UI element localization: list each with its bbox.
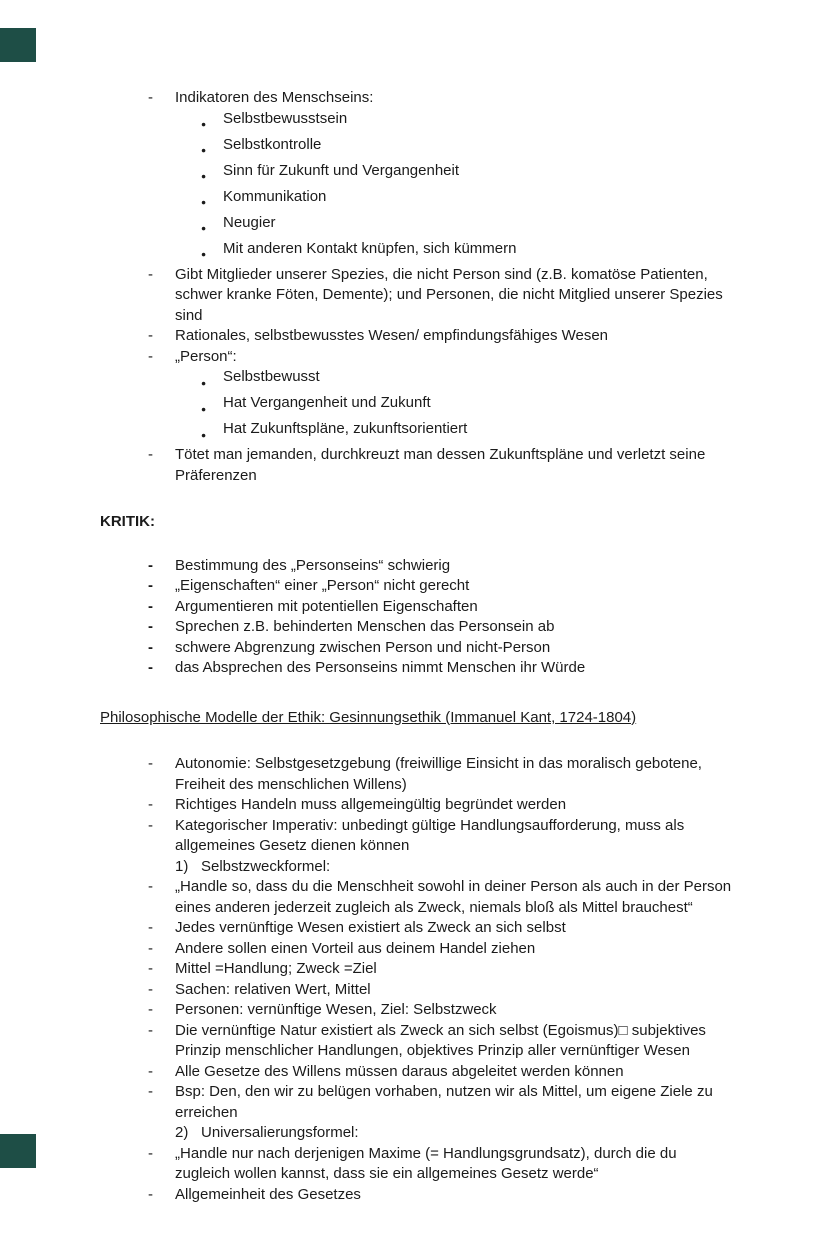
- list-item: [100, 326, 732, 347]
- list-item-text: Sachen: relativen Wert, Mittel: [175, 980, 371, 998]
- list-item: [100, 1000, 732, 1021]
- list-section: [100, 556, 732, 679]
- list-item: [100, 135, 732, 161]
- dash-marker: -: [148, 1001, 153, 1018]
- list-item: [100, 187, 732, 213]
- list-item: [100, 445, 732, 486]
- list-item: [100, 1082, 732, 1123]
- dash-marker: -: [148, 919, 153, 936]
- list-item-text: Kommunikation: [223, 187, 327, 205]
- list-item-text: Mittel =Handlung; Zweck =Ziel: [175, 960, 377, 977]
- list-item-text: Alle Gesetze des Willens müssen daraus abgeleitet werden können: [175, 1062, 624, 1080]
- number-marker: 1): [175, 857, 189, 875]
- list-item-text: schwere Abgrenzung zwischen Person und nicht-Person: [175, 638, 551, 656]
- dash-marker: -: [148, 960, 153, 977]
- dash-marker: -: [148, 659, 153, 676]
- list-item: [100, 1021, 732, 1062]
- dash-marker: -: [148, 556, 153, 574]
- dash-marker: -: [148, 939, 153, 957]
- list-item: [100, 419, 732, 445]
- list-item: [100, 959, 732, 980]
- list-item: [100, 597, 732, 618]
- list-item-text: Allgemeinheit des Gesetzes: [175, 1185, 361, 1203]
- list-item-text: Kategorischer Imperativ: unbedingt gültige Handlungsaufforderung, muss als allgemeines Gesetz dienen können: [175, 816, 685, 854]
- list-item-text: Selbstbewusst: [223, 368, 320, 385]
- list-item: [100, 795, 732, 816]
- list-item-text: Sinn für Zukunft und Vergangenheit: [223, 161, 460, 179]
- number-marker: 2): [175, 1124, 189, 1141]
- dash-marker: -: [148, 755, 153, 772]
- bullet-marker: ●: [201, 171, 207, 181]
- list-item: [100, 393, 732, 419]
- dash-marker: -: [148, 1144, 153, 1162]
- list-item-text: Sprechen z.B. behinderten Menschen das Personsein ab: [175, 618, 555, 635]
- list-item: [100, 617, 732, 638]
- list-item: [100, 980, 732, 1001]
- dash-marker: -: [148, 327, 153, 344]
- list-item: [100, 638, 732, 659]
- list-item-text: Bestimmung des „Personseins“ schwierig: [175, 556, 451, 574]
- dash-marker: -: [148, 638, 153, 656]
- list-item: [100, 1123, 732, 1144]
- dash-marker: -: [148, 1062, 153, 1080]
- list-item: [100, 1185, 732, 1206]
- bullet-marker: ●: [201, 403, 207, 414]
- list-item-text: Indikatoren des Menschseins:: [175, 89, 374, 106]
- list-item-text: Selbstbewusstsein: [223, 109, 348, 127]
- dash-marker: -: [148, 265, 153, 283]
- dash-marker: -: [148, 577, 153, 594]
- list-item: [100, 658, 732, 679]
- list-item-text: „Handle nur nach derjenigen Maxime (= Handlungsgrundsatz), durch die du zugleich wollen kannst, dass sie ein allgemeines Gesetz werde“: [175, 1144, 677, 1182]
- list-section: [100, 88, 732, 486]
- dash-marker: -: [148, 597, 153, 615]
- list-item-text: Hat Vergangenheit und Zukunft: [223, 394, 431, 411]
- section-heading: KRITIK:: [100, 513, 155, 530]
- bullet-marker: ●: [201, 119, 207, 129]
- bullet-marker: ●: [201, 377, 207, 388]
- list-item-text: Selbstkontrolle: [223, 135, 322, 153]
- bullet-marker: ●: [201, 249, 207, 259]
- list-item-text: Argumentieren mit potentiellen Eigenschaften: [175, 597, 478, 615]
- list-item-text: Gibt Mitglieder unserer Spezies, die nicht Person sind (z.B. komatöse Patienten, schwer kranke Föten, Demente); und Personen, die nicht Mitglied unserer Spezies sind: [175, 265, 723, 324]
- list-item: [100, 161, 732, 187]
- dash-marker: -: [148, 878, 153, 895]
- dash-marker: -: [148, 446, 153, 463]
- list-item-text: Mit anderen Kontakt knüpfen, sich kümmern: [223, 239, 517, 257]
- bullet-marker: ●: [201, 223, 207, 233]
- section-heading: Philosophische Modelle der Ethik: Gesinnungsethik (Immanuel Kant, 1724-1804): [100, 708, 637, 726]
- list-item-text: „Eigenschaften“ einer „Person“ nicht gerecht: [175, 577, 470, 594]
- list-item-text: das Absprechen des Personseins nimmt Menschen ihr Würde: [175, 659, 586, 676]
- bullet-marker: ●: [201, 145, 207, 155]
- list-item-text: Die vernünftige Natur existiert als Zweck an sich selbst (Egoismus)□ subjektives Prinzip menschlicher Handlungen, objektives Prinzip aller vernünftiger Wesen: [175, 1021, 706, 1059]
- list-item: [100, 1062, 732, 1083]
- dash-marker: -: [148, 347, 153, 365]
- list-item: [100, 857, 732, 878]
- bullet-marker: ●: [201, 197, 207, 207]
- dash-marker: -: [148, 796, 153, 813]
- list-item: [100, 816, 732, 857]
- list-item: [100, 939, 732, 960]
- list-item-text: Tötet man jemanden, durchkreuzt man dessen Zukunftspläne und verletzt seine Präferenzen: [175, 446, 706, 484]
- list-item-text: Andere sollen einen Vorteil aus deinem Handel ziehen: [175, 939, 536, 957]
- list-item: [100, 918, 732, 939]
- bullet-marker: ●: [201, 429, 207, 440]
- list-item-text: Selbstzweckformel:: [201, 857, 331, 875]
- list-item-text: Jedes vernünftige Wesen existiert als Zweck an sich selbst: [175, 919, 566, 936]
- list-item: [100, 1144, 732, 1185]
- list-item-text: Bsp: Den, den wir zu belügen vorhaben, nutzen wir als Mittel, um eigene Ziele zu erreichen: [175, 1083, 713, 1121]
- list-item: [100, 88, 732, 109]
- dash-marker: -: [148, 816, 153, 834]
- list-item: [100, 265, 732, 327]
- list-item: [100, 877, 732, 918]
- list-item: [100, 109, 732, 135]
- dash-marker: -: [148, 618, 153, 635]
- list-item-text: „Handle so, dass du die Menschheit sowohl in deiner Person als auch in der Person eines anderen jederzeit zugleich als Zweck, niemals bloß als Mittel brauchest“: [175, 878, 732, 916]
- list-section: [100, 754, 732, 1205]
- list-item: [100, 213, 732, 239]
- list-item-text: Hat Zukunftspläne, zukunftsorientiert: [223, 420, 468, 437]
- list-item-text: Neugier: [223, 213, 276, 231]
- dash-marker: -: [148, 1185, 153, 1203]
- list-item: [100, 576, 732, 597]
- dash-marker: -: [148, 1083, 153, 1100]
- list-item-text: Autonomie: Selbstgesetzgebung (freiwillige Einsicht in das moralisch gebotene, Freiheit des menschlichen Willens): [175, 755, 702, 793]
- list-item-text: Rationales, selbstbewusstes Wesen/ empfindungsfähiges Wesen: [175, 327, 609, 344]
- list-item-text: Universalierungsformel:: [201, 1124, 359, 1141]
- list-item-text: „Person“:: [175, 347, 237, 365]
- list-item: [100, 556, 732, 577]
- dash-marker: -: [148, 980, 153, 998]
- dash-marker: -: [148, 1021, 153, 1039]
- list-item-text: Richtiges Handeln muss allgemeingültig begründet werden: [175, 796, 567, 813]
- list-item: [100, 347, 732, 368]
- list-item: [100, 367, 732, 393]
- list-item: [100, 754, 732, 795]
- dash-marker: -: [148, 89, 153, 106]
- list-item-text: Personen: vernünftige Wesen, Ziel: Selbstzweck: [175, 1001, 497, 1018]
- list-item: [100, 239, 732, 265]
